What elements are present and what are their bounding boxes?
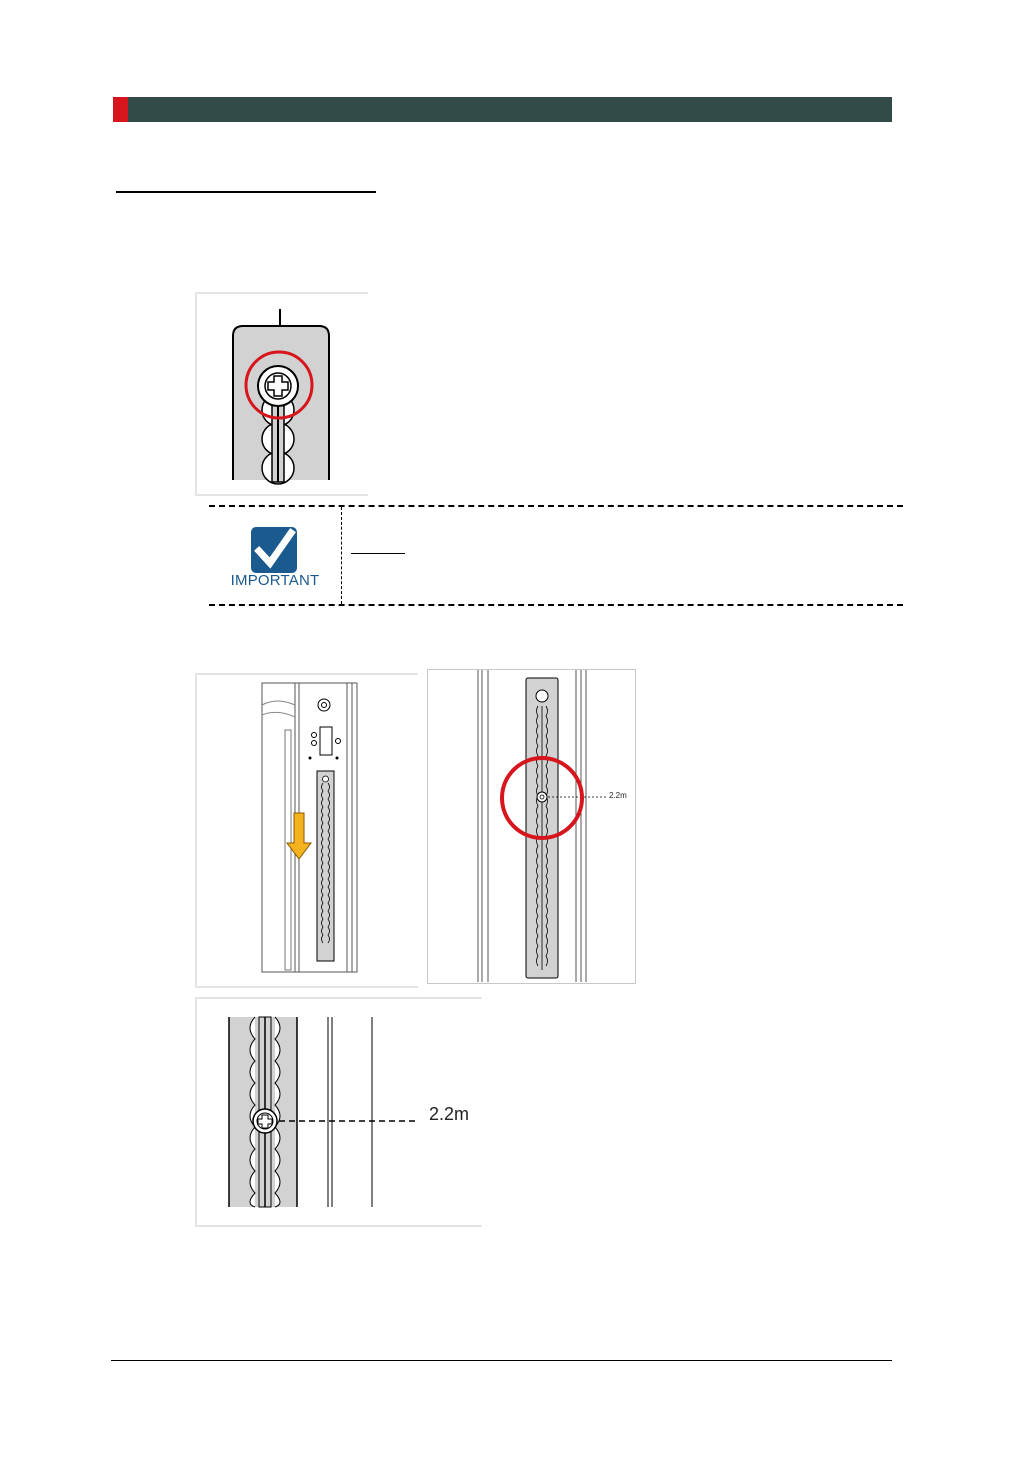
figure-screw-closeup <box>195 292 368 496</box>
page-header-accent <box>113 97 128 122</box>
page-footer-rule <box>111 1360 892 1361</box>
page-header-bar <box>113 97 892 122</box>
note-top-border <box>209 505 903 507</box>
note-divider <box>341 507 342 604</box>
figure-rail-detail <box>427 669 636 984</box>
measure-label-large: 2.2m <box>429 1104 470 1124</box>
measure-label-small: 2.2m <box>609 791 627 800</box>
figure-rail-arrow <box>195 673 418 988</box>
note-label-underline <box>351 553 405 554</box>
note-bottom-border <box>209 604 903 606</box>
important-label: IMPORTANT <box>230 572 320 589</box>
section-title-underline <box>116 191 376 193</box>
checkmark-icon <box>251 527 297 573</box>
